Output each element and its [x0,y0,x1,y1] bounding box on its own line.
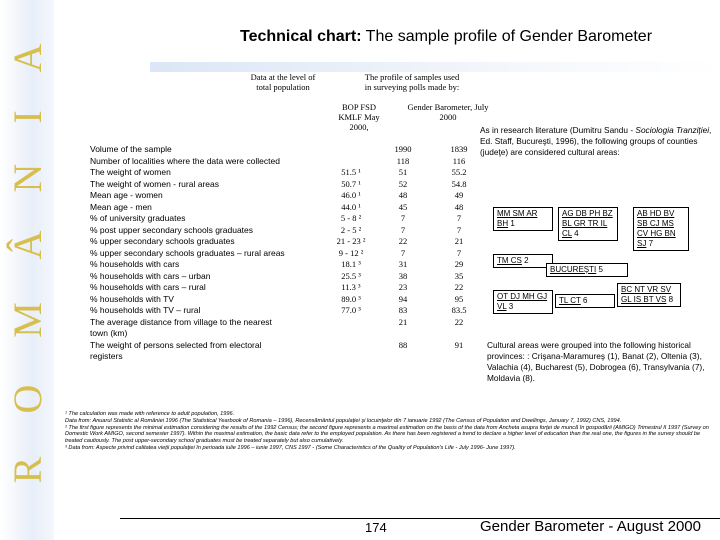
row-value-v3: 22 [454,282,464,292]
area-box-2: TM CS 2 [493,254,553,268]
row-label: % households with TV [90,293,174,304]
table-row [90,178,467,191]
table-row [90,213,462,225]
footnotes [65,411,715,452]
table-row [90,293,464,306]
table-row [90,270,464,283]
row-value-v2: 94 [398,293,408,304]
table-row [90,316,464,340]
row-label: The weight of women - rural areas [90,178,219,189]
row-value-v3: 7 [456,224,462,235]
row-value-v2: 118 [396,155,410,166]
row-value-v2: 21 [398,316,408,327]
row-value-v3: 7 [456,213,462,223]
row-value-v1: 46.0 ¹ [341,190,361,200]
row-label: % of university graduates [90,213,186,223]
row-label: Number of localities where the data were collected [90,155,280,166]
row-value-v1: 25.5 ³ [341,270,361,281]
row-value-v2: 22 [398,236,408,246]
row-value-v2: 45 [398,201,408,212]
row-value-v3: 1839 [450,144,468,154]
side-letter: R [5,456,50,484]
header-total-population: Data at the level of total population [250,72,316,92]
row-value-v3: 54.8 [451,178,467,189]
provinces-paragraph: Cultural areas were grouped into the following historical provinces: : Crişana-Maramureş (1), Banat (2), Oltenia (3), Valachia (4), Bucharest (5), Dobrogea (6), Transylvania (7), Moldavia (8). [487,340,705,383]
row-value-v3: 22 [454,316,464,327]
table-row [90,247,462,260]
row-value-v3: 116 [452,155,466,166]
table-row [90,201,464,214]
row-label: The average distance from village to the nearest town (km) [90,316,272,338]
side-letter: N [5,163,50,193]
table-row [90,155,466,168]
row-value-v2: 52 [398,178,408,189]
row-value-v3: 29 [454,259,464,269]
area-box-4: AG DB PH BZ BL GR TR IL CL 4 [558,207,618,241]
row-value-v3: 95 [454,293,464,304]
row-label: Volume of the sample [90,144,172,154]
footnote: ³ Data from: Aspecte privind calitatea vieţii populaţiei în perioada iulie 1996 – iunie 1997, CNS 1997 - (Some Characteristics of the Quality of Population's Life - July 1996- June 1997). [65,444,516,451]
table-row [90,224,462,237]
row-label: % upper secondary schools graduates – rural areas [90,247,285,258]
area-box-8: BC NT VR SV GL IS BT VS 8 [617,283,681,307]
row-value-v3: 21 [454,236,464,246]
sample-profile-table [90,144,468,363]
row-value-v1: 77.0 ³ [341,305,361,315]
row-value-v1: 2 - 5 ² [340,224,362,235]
row-value-v3: 55.2 [451,167,467,177]
side-letter: A [5,43,50,73]
row-value-v2: 7 [400,213,406,223]
row-value-v2: 1990 [394,144,412,154]
side-letter: Â [5,230,50,260]
page-number: 174 [365,520,387,535]
row-value-v2: 31 [398,259,408,269]
row-value-v1: 21 - 23 ² [336,236,366,246]
row-value-v2: 23 [398,282,408,292]
page-title: Technical chart: The sample profile of Gender Barometer [240,28,653,45]
row-value-v1: 9 - 12 ² [338,247,364,258]
area-box-3: OT DJ MH GJ VL 3 [493,290,553,314]
table-row [90,259,464,271]
area-box-5: BUCUREŞTI 5 [546,263,628,277]
row-value-v2: 83 [398,305,408,315]
row-value-v1: 11.3 ³ [341,282,361,292]
row-value-v3: 83.5 [451,305,467,315]
row-label: % households with cars – urban [90,270,211,281]
row-value-v3: 35 [454,270,464,281]
table-row [90,167,467,179]
row-label: % households with cars – rural [90,282,206,292]
table-row [90,339,464,363]
area-box-1: MM SM AR BH 1 [493,207,553,231]
table-row [90,282,464,294]
header-col-gender-barometer: Gender Barometer, July 2000 [407,102,489,122]
footnote: ² The first figure represents the minimal estimation considering the results of the 1992 Census; the second figure represents a maximal estimation on the basis of the data from Ancheta asupra forţei de muncă în gospodării (AMIGO) Trimestrul II 1997 (Survey on Domestic Work AMIGO, second semester 1997). Within the maximal estimation, the basic data refer to the employed population. As there has been registered a trend to declare a higher level of education than the real one, the figures in the survey should be treated cautiously. The post upper-secondary school graduates must be treated separately but also cumulatively. [65,424,709,445]
row-value-v2: 51 [398,167,408,177]
row-label: % households with TV – rural [90,305,201,315]
side-letter: I [5,110,50,124]
row-label: % upper secondary schools graduates [90,236,235,246]
row-value-v1: 51.5 ¹ [341,167,361,177]
row-value-v3: 49 [454,190,464,200]
footer-title: Gender Barometer - August 2000 [480,518,701,535]
row-value-v2: 7 [400,247,406,258]
row-value-v3: 91 [454,339,464,350]
row-value-v2: 88 [398,339,408,350]
row-label: % households with cars [90,259,180,269]
footnote: Data from: Anuarul Statistic al României 1996 (The Statistical Yearbook of Romania – 1996), Recensământul populaţiei şi locuinţelor din 7 ianuarie 1992 (The Census of Population and Dwellings, January 7, 1992) CNS, 1994. [65,417,622,424]
top-band [150,62,720,72]
row-value-v1: 89.0 ³ [341,293,361,304]
area-box-6: TL CT 6 [555,294,615,308]
row-value-v1: 44.0 ¹ [341,201,361,212]
row-value-v1: 18.1 ³ [341,259,361,269]
row-value-v2: 38 [398,270,408,281]
side-title-romania [0,0,54,540]
table-row [90,305,467,317]
side-letter: M [5,302,50,338]
header-col-bop: BOP FSD KMLF May 2000, [338,102,380,132]
intro-paragraph: As in research literature (Dumitru Sandu - Sociologia Tranziţiei, Ed. Staff, Bucureşti, 1996), the following groups of counties (judeţe) are considered cultural areas: [480,125,712,157]
row-value-v1: 5 - 8 ² [340,213,362,223]
row-value-v2: 48 [398,190,408,200]
row-value-v3: 48 [454,201,464,212]
side-letter: O [5,384,50,414]
area-box-7: AB HD BV SB CJ MS CV HG BN SJ 7 [633,207,689,251]
table-row [90,190,464,202]
header-profile: The profile of samples used in surveying polls made by: [364,72,460,92]
row-value-v1: 50.7 ¹ [341,178,361,189]
row-label: The weight of women [90,167,171,177]
row-value-v2: 7 [400,224,406,235]
footnote: ¹ The calculation was made with reference to adult population, 1996. [65,411,235,417]
row-label: Mean age - men [90,201,152,212]
row-label: Mean age - women [90,190,163,200]
row-value-v3: 7 [456,247,462,258]
table-row [90,236,464,248]
row-label: The weight of persons selected from electoral registers [90,339,262,361]
row-label: % post upper secondary schools graduates [90,224,254,235]
table-row [90,144,468,156]
